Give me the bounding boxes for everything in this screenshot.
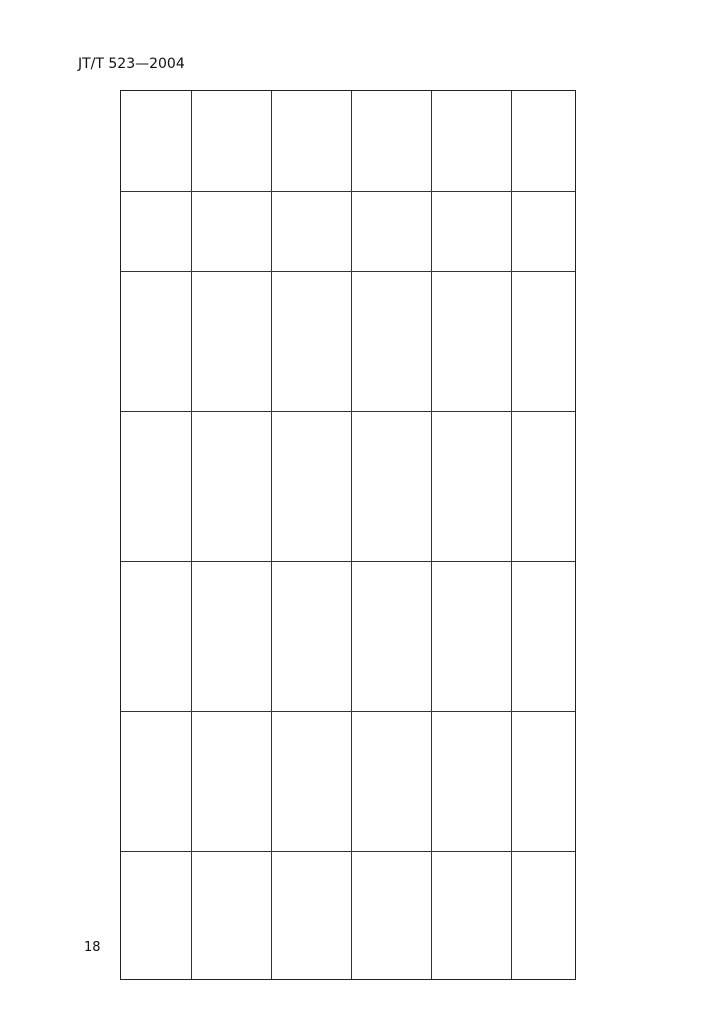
document-code: JT/T 523—2004 <box>78 56 185 72</box>
grid-line <box>121 271 575 272</box>
page-number: 18 <box>84 940 101 955</box>
grid-line <box>351 91 352 979</box>
grid-line <box>431 91 432 979</box>
performance-table-grid <box>120 90 576 980</box>
grid-line <box>511 91 512 979</box>
grid-line <box>271 91 272 979</box>
grid-line <box>121 191 575 192</box>
grid-line <box>121 411 575 412</box>
grid-line <box>121 711 575 712</box>
grid-line <box>191 91 192 979</box>
grid-line <box>121 851 575 852</box>
grid-line <box>121 561 575 562</box>
